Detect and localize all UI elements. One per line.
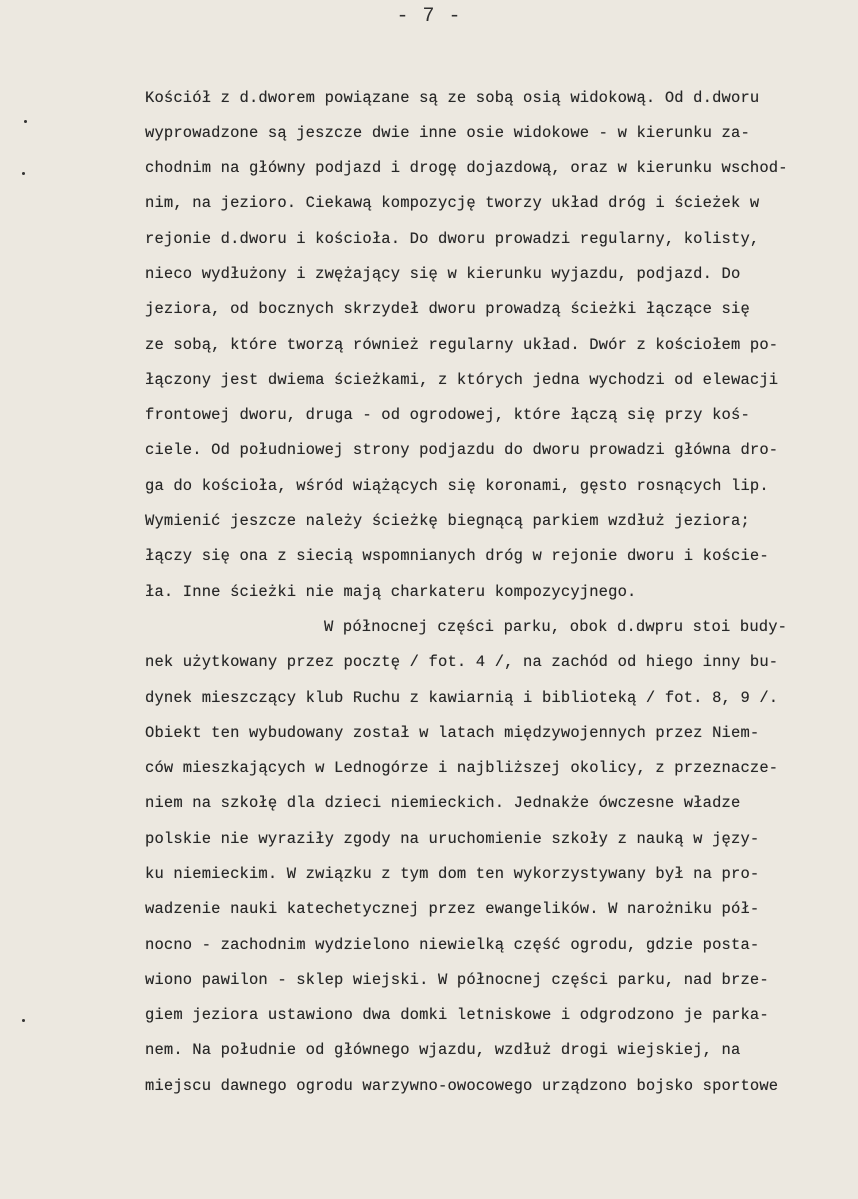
text-line: Wymienić jeszcze należy ścieżkę biegnącą parkiem wzdłuż jeziora; [145, 512, 750, 530]
text-line: Obiekt ten wybudowany został w latach międzywojennych przez Niem- [145, 724, 760, 742]
text-line: W północnej części parku, obok d.dwpru stoi budy- [324, 618, 788, 636]
text-line: wyprowadzone są jeszcze dwie inne osie widokowe - w kierunku za- [145, 124, 750, 142]
text-line: ga do kościoła, wśród wiążących się koronami, gęsto rosnących lip. [145, 477, 769, 495]
text-line: nem. Na południe od głównego wjazdu, wzdłuż drogi wiejskiej, na [145, 1041, 741, 1059]
text-line: polskie nie wyraziły zgody na uruchomienie szkoły z nauką w języ- [145, 830, 760, 848]
text-line: Kościół z d.dworem powiązane są ze sobą osią widokową. Od d.dworu [145, 89, 760, 107]
text-line: niem na szkołę dla dzieci niemieckich. Jednakże ówczesne władze [145, 794, 741, 812]
text-line: łączony jest dwiema ścieżkami, z których jedna wychodzi od elewacji [145, 371, 779, 389]
text-line: wiono pawilon - sklep wiejski. W północnej części parku, nad brze- [145, 971, 769, 989]
text-line: jeziora, od bocznych skrzydeł dworu prowadzą ścieżki łączące się [145, 300, 750, 318]
text-line: ze sobą, które tworzą również regularny układ. Dwór z kościołem po- [145, 336, 779, 354]
text-line: rejonie d.dworu i kościoła. Do dworu prowadzi regularny, kolisty, [145, 230, 760, 248]
text-line: łączy się ona z siecią wspomnianych dróg w rejonie dworu i koście- [145, 547, 769, 565]
text-line: nocno - zachodnim wydzielono niewielką część ogrodu, gdzie posta- [145, 936, 760, 954]
text-line: giem jeziora ustawiono dwa domki letniskowe i odgrodzono je parka- [145, 1006, 769, 1024]
text-line: chodnim na główny podjazd i drogę dojazdową, oraz w kierunku wschod- [145, 159, 788, 177]
text-line: nieco wydłużony i zwężający się w kierunku wyjazdu, podjazd. Do [145, 265, 741, 283]
text-line: wadzenie nauki katechetycznej przez ewangelików. W narożniku pół- [145, 900, 760, 918]
text-line: nim, na jezioro. Ciekawą kompozycję tworzy układ dróg i ścieżek w [145, 194, 760, 212]
text-line: nek użytkowany przez pocztę / fot. 4 /, na zachód od hiego inny bu- [145, 653, 779, 671]
text-line: ciele. Od południowej strony podjazdu do dworu prowadzi główna dro- [145, 441, 779, 459]
page-number: - 7 - [396, 5, 462, 28]
text-line: miejscu dawnego ogrodu warzywno-owocowego urządzono bojsko sportowe [145, 1077, 779, 1095]
text-line: ku niemieckim. W związku z tym dom ten wykorzystywany był na pro- [145, 865, 760, 883]
text-line: ców mieszkających w Lednogórze i najbliższej okolicy, z przeznacze- [145, 759, 779, 777]
text-line: dynek mieszczący klub Ruchu z kawiarnią i biblioteką / fot. 8, 9 /. [145, 689, 779, 707]
text-line: frontowej dworu, druga - od ogrodowej, które łączą się przy koś- [145, 406, 750, 424]
text-line: ła. Inne ścieżki nie mają charkateru kompozycyjnego. [145, 583, 637, 601]
